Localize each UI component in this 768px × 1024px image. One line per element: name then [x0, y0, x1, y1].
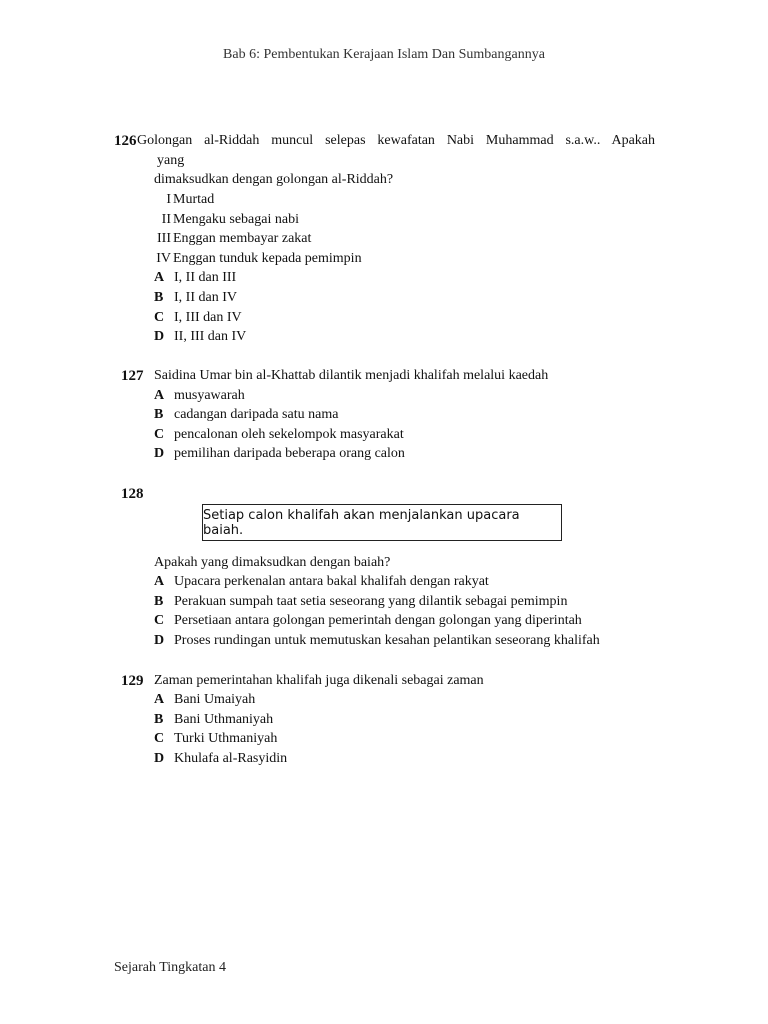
question-number: 126 — [114, 133, 137, 149]
page-header: Bab 6: Pembentukan Kerajaan Islam Dan Sumbangannya — [223, 47, 545, 62]
option-letter: B — [154, 407, 164, 422]
statement-item — [150, 229, 311, 249]
option-a[interactable] — [154, 572, 489, 592]
question-stem: Saidina Umar bin al-Khattab dilantik menjadi khalifah melalui kaedah — [154, 368, 549, 383]
option-text: II, III dan IV — [174, 329, 247, 344]
option-letter: B — [154, 290, 164, 305]
option-letter: A — [154, 692, 165, 707]
option-letter: A — [154, 574, 165, 589]
option-text: Bani Umaiyah — [174, 692, 256, 707]
statement-item — [150, 249, 362, 269]
option-d[interactable] — [154, 631, 600, 651]
option-text: Proses rundingan untuk memutuskan kesahan pelantikan seseorang khalifah — [174, 633, 600, 648]
option-text: pencalonan oleh sekelompok masyarakat — [174, 427, 404, 442]
option-a[interactable] — [154, 690, 255, 710]
question-number: 129 — [121, 673, 144, 689]
option-text: I, II dan III — [174, 270, 237, 285]
question-number: 127 — [121, 368, 144, 384]
option-letter: C — [154, 731, 165, 746]
option-a[interactable] — [154, 268, 236, 288]
option-c[interactable] — [154, 308, 242, 328]
stimulus-box — [202, 504, 562, 541]
option-d[interactable] — [154, 749, 287, 769]
statement-text: Mengaku sebagai nabi — [173, 212, 299, 227]
option-letter: D — [154, 446, 165, 461]
option-text: Bani Uthmaniyah — [174, 712, 274, 727]
option-text: I, II dan IV — [174, 290, 237, 305]
option-letter: D — [154, 751, 165, 766]
option-letter: A — [154, 270, 165, 285]
option-letter: C — [154, 613, 165, 628]
option-letter: C — [154, 427, 165, 442]
option-b[interactable] — [154, 592, 567, 612]
option-text: I, III dan IV — [174, 310, 242, 325]
option-text: musyawarah — [174, 388, 245, 403]
statement-numeral: III — [157, 231, 171, 246]
option-d[interactable] — [154, 444, 405, 464]
option-a[interactable] — [154, 386, 245, 406]
question-stem: Zaman pemerintahan khalifah juga dikenali sebagai zaman — [154, 673, 484, 688]
question-number: 128 — [121, 486, 144, 502]
statement-item — [150, 190, 214, 210]
option-letter: D — [154, 633, 165, 648]
option-letter: B — [154, 594, 164, 609]
option-text: pemilihan daripada beberapa orang calon — [174, 446, 405, 461]
statement-text: Enggan tunduk kepada pemimpin — [173, 251, 362, 266]
option-c[interactable] — [154, 611, 582, 631]
statement-item — [150, 210, 299, 230]
statement-text: Murtad — [173, 192, 215, 207]
option-letter: A — [154, 388, 165, 403]
statement-text: Enggan membayar zakat — [173, 231, 312, 246]
option-b[interactable] — [154, 288, 237, 308]
option-letter: C — [154, 310, 165, 325]
option-text: Perakuan sumpah taat setia seseorang yang dilantik sebagai pemimpin — [174, 594, 568, 609]
statement-numeral: I — [166, 192, 171, 207]
question-stem: Apakah yang dimaksudkan dengan baiah? — [154, 555, 391, 570]
statement-numeral: IV — [156, 251, 171, 266]
question-stem-continued: dimaksudkan dengan golongan al-Riddah? — [154, 172, 394, 187]
option-text: cadangan daripada satu nama — [174, 407, 339, 422]
stimulus-text: Setiap calon khalifah akan menjalankan upacara baiah. — [203, 507, 520, 538]
option-d[interactable] — [154, 327, 246, 347]
option-c[interactable] — [154, 729, 277, 749]
question-stem-continued: yang — [157, 153, 185, 168]
option-letter: D — [154, 329, 165, 344]
option-text: Turki Uthmaniyah — [174, 731, 278, 746]
option-text: Khulafa al-Rasyidin — [174, 751, 288, 766]
option-letter: B — [154, 712, 164, 727]
option-text: Upacara perkenalan antara bakal khalifah dengan rakyat — [174, 574, 489, 589]
question-stem: Golongan al-Riddah muncul selepas kewafatan Nabi Muhammad s.a.w.. Apakah — [137, 133, 655, 148]
option-b[interactable] — [154, 710, 273, 730]
option-b[interactable] — [154, 405, 338, 425]
option-c[interactable] — [154, 425, 404, 445]
option-text: Persetiaan antara golongan pemerintah dengan golongan yang diperintah — [174, 613, 582, 628]
page-footer: Sejarah Tingkatan 4 — [114, 960, 226, 975]
statement-numeral: II — [161, 212, 171, 227]
